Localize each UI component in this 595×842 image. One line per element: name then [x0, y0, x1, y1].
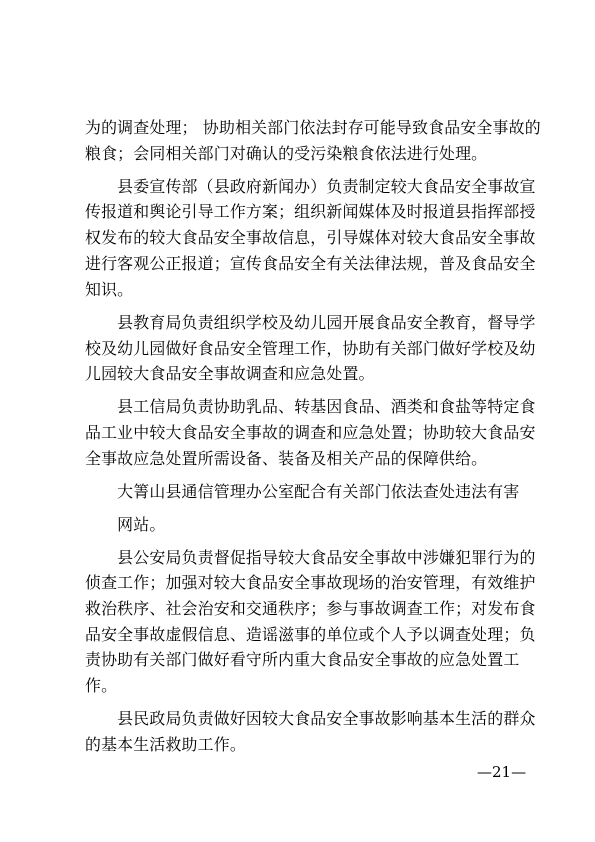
text-line: 大箐山县通信管理办公室配合有关部门依法查处违法有害 [85, 482, 520, 501]
text-line: 县民政局负责做好因较大食品安全事故影响基本生活的群众 [85, 709, 536, 728]
text-line: 校及幼儿园做好食品安全管理工作，协助有关部门做好学校及幼 [85, 339, 536, 358]
text-line: 传报道和舆论引导工作方案；组织新闻媒体及时报道县指挥部授 [85, 202, 536, 221]
page-number: —21— [477, 763, 527, 781]
text-line: 救治秩序、社会治安和交通秩序；参与事故调查工作；对发布食 [85, 599, 536, 618]
text-line: 作。 [85, 676, 118, 695]
text-line: 侦查工作；加强对较大食品安全事故现场的治安管理，有效维护 [85, 573, 536, 592]
text-line: 县公安局负责督促指导较大食品安全事故中涉嫌犯罪行为的 [85, 548, 536, 567]
text-line: 网站。 [85, 515, 166, 534]
text-line: 的基本生活救助工作。 [85, 735, 246, 754]
text-line: 儿园较大食品安全事故调查和应急处置。 [85, 364, 375, 383]
text-line: 品工业中较大食品安全事故的调查和应急处置；协助较大食品安 [85, 423, 536, 442]
text-line: 粮食；会同相关部门对确认的受污染粮食依法进行处理。 [85, 144, 488, 163]
text-line: 全事故应急处置所需设备、装备及相关产品的保障供给。 [85, 449, 488, 468]
text-line: 县教育局负责组织学校及幼儿园开展食品安全教育，督导学 [85, 313, 536, 332]
text-line: 权发布的较大食品安全事故信息，引导媒体对较大食品安全事故 [85, 228, 536, 247]
text-line: 县委宣传部（县政府新闻办）负责制定较大食品安全事故宣 [85, 177, 536, 196]
text-line: 县工信局负责协助乳品、转基因食品、酒类和食盐等特定食 [85, 397, 536, 416]
text-line: 进行客观公正报道；宣传食品安全有关法律法规，普及食品安全 [85, 254, 536, 273]
text-line: 知识。 [85, 280, 134, 299]
text-line: 责协助有关部门做好看守所内重大食品安全事故的应急处置工 [85, 650, 520, 669]
text-line: 品安全事故虚假信息、造谣滋事的单位或个人予以调查处理；负 [85, 625, 536, 644]
text-line: 为的调查处理； 协助相关部门依法封存可能导致食品安全事故的 [85, 118, 541, 137]
